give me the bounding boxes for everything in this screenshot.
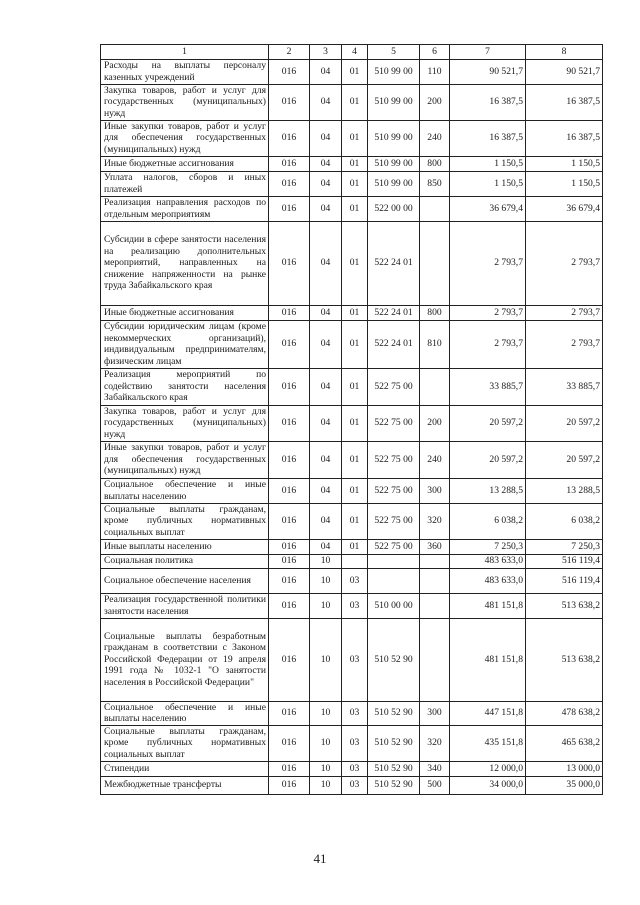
table-row — [101, 478, 603, 503]
amount-cell: 16 387,5 — [450, 120, 526, 156]
section-code-cell: 04 — [310, 120, 342, 156]
subsection-code-cell: 01 — [342, 196, 368, 221]
ministry-code-cell: 016 — [269, 776, 310, 794]
column-header: 2 — [269, 45, 310, 60]
ministry-code-cell: 016 — [269, 441, 310, 478]
ministry-code-cell: 016 — [269, 405, 310, 441]
amount-cell: 36 679,4 — [450, 196, 526, 221]
expense-type-cell — [420, 568, 450, 593]
ministry-code-cell: 016 — [269, 568, 310, 593]
ministry-code-cell: 016 — [269, 221, 310, 305]
table-row — [101, 441, 603, 478]
column-header: 1 — [101, 45, 269, 60]
expense-type-cell: 800 — [420, 305, 450, 320]
ministry-code-cell: 016 — [269, 120, 310, 156]
target-article-cell: 510 99 00 — [368, 120, 420, 156]
section-code-cell: 10 — [310, 761, 342, 776]
subsection-code-cell: 01 — [342, 120, 368, 156]
column-header: 8 — [526, 45, 603, 60]
section-code-cell: 04 — [310, 84, 342, 120]
subsection-code-cell: 01 — [342, 156, 368, 171]
subsection-code-cell: 01 — [342, 368, 368, 405]
row-name-cell: Реализация государственной политики занятости населения — [101, 593, 269, 618]
amount-cell: 13 000,0 — [526, 761, 603, 776]
subsection-code-cell: 01 — [342, 478, 368, 503]
amount-cell: 2 793,7 — [526, 305, 603, 320]
table-row — [101, 320, 603, 368]
target-article-cell: 510 99 00 — [368, 59, 420, 84]
amount-cell: 20 597,2 — [450, 405, 526, 441]
target-article-cell: 522 24 01 — [368, 221, 420, 305]
amount-cell: 2 793,7 — [450, 320, 526, 368]
amount-cell: 447 151,8 — [450, 701, 526, 725]
ministry-code-cell: 016 — [269, 539, 310, 554]
expense-type-cell: 240 — [420, 441, 450, 478]
row-name-cell: Иные закупки товаров, работ и услуг для обеспечения государственных (муниципальных) нужд — [101, 120, 269, 156]
expense-type-cell: 360 — [420, 539, 450, 554]
target-article-cell: 522 24 01 — [368, 305, 420, 320]
table-row — [101, 196, 603, 221]
target-article-cell — [368, 568, 420, 593]
section-code-cell: 04 — [310, 478, 342, 503]
row-name-cell: Социальное обеспечение населения — [101, 568, 269, 593]
target-article-cell: 522 75 00 — [368, 478, 420, 503]
subsection-code-cell: 01 — [342, 221, 368, 305]
target-article-cell: 522 75 00 — [368, 405, 420, 441]
column-header: 7 — [450, 45, 526, 60]
row-name-cell: Уплата налогов, сборов и иных платежей — [101, 171, 269, 196]
table-row — [101, 618, 603, 701]
section-code-cell: 04 — [310, 503, 342, 539]
column-header: 4 — [342, 45, 368, 60]
row-name-cell: Реализация направления расходов по отдельным мероприятиям — [101, 196, 269, 221]
table-row — [101, 221, 603, 305]
amount-cell: 16 387,5 — [526, 84, 603, 120]
section-code-cell: 04 — [310, 539, 342, 554]
ministry-code-cell: 016 — [269, 368, 310, 405]
amount-cell: 516 119,4 — [526, 568, 603, 593]
ministry-code-cell: 016 — [269, 59, 310, 84]
table-body — [101, 59, 603, 794]
target-article-cell: 510 52 90 — [368, 761, 420, 776]
subsection-code-cell: 01 — [342, 405, 368, 441]
row-name-cell: Расходы на выплаты персоналу казенных учреждений — [101, 59, 269, 84]
budget-table — [100, 44, 603, 795]
amount-cell: 16 387,5 — [526, 120, 603, 156]
amount-cell: 7 250,3 — [526, 539, 603, 554]
subsection-code-cell: 03 — [342, 725, 368, 761]
row-name-cell: Закупка товаров, работ и услуг для государственных (муниципальных) нужд — [101, 405, 269, 441]
target-article-cell: 522 75 00 — [368, 503, 420, 539]
subsection-code-cell: 03 — [342, 568, 368, 593]
section-code-cell: 10 — [310, 701, 342, 725]
amount-cell: 34 000,0 — [450, 776, 526, 794]
target-article-cell: 522 75 00 — [368, 441, 420, 478]
section-code-cell: 04 — [310, 171, 342, 196]
target-article-cell: 510 99 00 — [368, 156, 420, 171]
row-name-cell: Субсидии юридическим лицам (кроме некоммерческих организаций), индивидуальным предпринимателям, физическим лицам — [101, 320, 269, 368]
amount-cell: 481 151,8 — [450, 593, 526, 618]
expense-type-cell — [420, 554, 450, 568]
amount-cell: 33 885,7 — [450, 368, 526, 405]
table-row — [101, 59, 603, 84]
subsection-code-cell: 01 — [342, 441, 368, 478]
row-name-cell: Стипендии — [101, 761, 269, 776]
target-article-cell: 522 24 01 — [368, 320, 420, 368]
expense-type-cell — [420, 221, 450, 305]
amount-cell: 1 150,5 — [450, 171, 526, 196]
section-code-cell: 10 — [310, 554, 342, 568]
section-code-cell: 04 — [310, 59, 342, 84]
row-name-cell: Межбюджетные трансферты — [101, 776, 269, 794]
row-name-cell: Иные закупки товаров, работ и услуг для обеспечения государственных (муниципальных) нужд — [101, 441, 269, 478]
subsection-code-cell — [342, 554, 368, 568]
section-code-cell: 04 — [310, 305, 342, 320]
subsection-code-cell: 01 — [342, 503, 368, 539]
ministry-code-cell: 016 — [269, 320, 310, 368]
target-article-cell: 510 52 90 — [368, 776, 420, 794]
amount-cell: 90 521,7 — [450, 59, 526, 84]
expense-type-cell: 320 — [420, 725, 450, 761]
table-row — [101, 701, 603, 725]
ministry-code-cell: 016 — [269, 761, 310, 776]
ministry-code-cell: 016 — [269, 305, 310, 320]
amount-cell: 33 885,7 — [526, 368, 603, 405]
expense-type-cell: 200 — [420, 84, 450, 120]
table-header-row — [101, 45, 603, 60]
section-code-cell: 04 — [310, 405, 342, 441]
amount-cell: 13 288,5 — [526, 478, 603, 503]
ministry-code-cell: 016 — [269, 156, 310, 171]
section-code-cell: 10 — [310, 568, 342, 593]
amount-cell: 20 597,2 — [526, 441, 603, 478]
row-name-cell: Социальные выплаты гражданам, кроме публичных нормативных социальных выплат — [101, 725, 269, 761]
target-article-cell: 522 75 00 — [368, 539, 420, 554]
row-name-cell: Субсидии в сфере занятости населения на реализацию дополнительных мероприятий, направленных на снижение напряженности на рынке труда Забайкальского края — [101, 221, 269, 305]
table-row — [101, 368, 603, 405]
expense-type-cell: 850 — [420, 171, 450, 196]
expense-type-cell: 500 — [420, 776, 450, 794]
amount-cell: 516 119,4 — [526, 554, 603, 568]
expense-type-cell: 300 — [420, 701, 450, 725]
ministry-code-cell: 016 — [269, 554, 310, 568]
amount-cell: 483 633,0 — [450, 554, 526, 568]
section-code-cell: 04 — [310, 156, 342, 171]
section-code-cell: 10 — [310, 776, 342, 794]
table-row — [101, 171, 603, 196]
column-header: 3 — [310, 45, 342, 60]
subsection-code-cell: 01 — [342, 84, 368, 120]
amount-cell: 1 150,5 — [526, 156, 603, 171]
ministry-code-cell: 016 — [269, 593, 310, 618]
amount-cell: 20 597,2 — [450, 441, 526, 478]
table-row — [101, 568, 603, 593]
expense-type-cell: 340 — [420, 761, 450, 776]
table-row — [101, 593, 603, 618]
column-header: 5 — [368, 45, 420, 60]
amount-cell: 2 793,7 — [526, 320, 603, 368]
amount-cell: 12 000,0 — [450, 761, 526, 776]
expense-type-cell: 200 — [420, 405, 450, 441]
section-code-cell: 04 — [310, 441, 342, 478]
subsection-code-cell: 03 — [342, 593, 368, 618]
ministry-code-cell: 016 — [269, 618, 310, 701]
amount-cell: 6 038,2 — [450, 503, 526, 539]
subsection-code-cell: 03 — [342, 618, 368, 701]
expense-type-cell — [420, 618, 450, 701]
target-article-cell: 510 99 00 — [368, 84, 420, 120]
row-name-cell: Реализация мероприятий по содействию занятости населения Забайкальского края — [101, 368, 269, 405]
row-name-cell: Иные бюджетные ассигнования — [101, 156, 269, 171]
ministry-code-cell: 016 — [269, 478, 310, 503]
section-code-cell: 10 — [310, 593, 342, 618]
amount-cell: 478 638,2 — [526, 701, 603, 725]
amount-cell: 1 150,5 — [526, 171, 603, 196]
ministry-code-cell: 016 — [269, 701, 310, 725]
expense-type-cell: 320 — [420, 503, 450, 539]
amount-cell: 513 638,2 — [526, 593, 603, 618]
table-row — [101, 305, 603, 320]
subsection-code-cell: 03 — [342, 761, 368, 776]
row-name-cell: Социальное обеспечение и иные выплаты населению — [101, 701, 269, 725]
row-name-cell: Иные бюджетные ассигнования — [101, 305, 269, 320]
column-header: 6 — [420, 45, 450, 60]
amount-cell: 483 633,0 — [450, 568, 526, 593]
target-article-cell — [368, 554, 420, 568]
amount-cell: 513 638,2 — [526, 618, 603, 701]
subsection-code-cell: 01 — [342, 59, 368, 84]
amount-cell: 481 151,8 — [450, 618, 526, 701]
expense-type-cell: 300 — [420, 478, 450, 503]
amount-cell: 35 000,0 — [526, 776, 603, 794]
table-row — [101, 120, 603, 156]
section-code-cell: 04 — [310, 196, 342, 221]
subsection-code-cell: 01 — [342, 171, 368, 196]
subsection-code-cell: 03 — [342, 776, 368, 794]
table-row — [101, 725, 603, 761]
subsection-code-cell: 03 — [342, 701, 368, 725]
expense-type-cell: 800 — [420, 156, 450, 171]
amount-cell: 6 038,2 — [526, 503, 603, 539]
amount-cell: 465 638,2 — [526, 725, 603, 761]
table-row — [101, 539, 603, 554]
subsection-code-cell: 01 — [342, 539, 368, 554]
amount-cell: 90 521,7 — [526, 59, 603, 84]
amount-cell: 1 150,5 — [450, 156, 526, 171]
expense-type-cell: 810 — [420, 320, 450, 368]
table-row — [101, 761, 603, 776]
row-name-cell: Иные выплаты населению — [101, 539, 269, 554]
subsection-code-cell: 01 — [342, 305, 368, 320]
target-article-cell: 510 52 90 — [368, 701, 420, 725]
amount-cell: 16 387,5 — [450, 84, 526, 120]
amount-cell: 2 793,7 — [450, 305, 526, 320]
section-code-cell: 04 — [310, 221, 342, 305]
ministry-code-cell: 016 — [269, 725, 310, 761]
target-article-cell: 510 99 00 — [368, 171, 420, 196]
subsection-code-cell: 01 — [342, 320, 368, 368]
amount-cell: 7 250,3 — [450, 539, 526, 554]
target-article-cell: 522 75 00 — [368, 368, 420, 405]
row-name-cell: Социальное обеспечение и иные выплаты населению — [101, 478, 269, 503]
ministry-code-cell: 016 — [269, 171, 310, 196]
row-name-cell: Закупка товаров, работ и услуг для государственных (муниципальных) нужд — [101, 84, 269, 120]
table-row — [101, 776, 603, 794]
expense-type-cell: 240 — [420, 120, 450, 156]
target-article-cell: 510 52 90 — [368, 618, 420, 701]
section-code-cell: 10 — [310, 618, 342, 701]
section-code-cell: 10 — [310, 725, 342, 761]
amount-cell: 2 793,7 — [450, 221, 526, 305]
row-name-cell: Социальные выплаты гражданам, кроме публичных нормативных социальных выплат — [101, 503, 269, 539]
table-row — [101, 503, 603, 539]
table-row — [101, 554, 603, 568]
table-row — [101, 156, 603, 171]
expense-type-cell — [420, 196, 450, 221]
amount-cell: 435 151,8 — [450, 725, 526, 761]
table-row — [101, 405, 603, 441]
page-number: 41 — [313, 851, 327, 866]
ministry-code-cell: 016 — [269, 196, 310, 221]
row-name-cell: Социальные выплаты безработным гражданам в соответствии с Законом Российской Федерации от 19 апреля 1991 года № 1032-1 "О занятости населения в Российской Федерации" — [101, 618, 269, 701]
target-article-cell: 510 00 00 — [368, 593, 420, 618]
amount-cell: 13 288,5 — [450, 478, 526, 503]
ministry-code-cell: 016 — [269, 503, 310, 539]
row-name-cell: Социальная политика — [101, 554, 269, 568]
amount-cell: 36 679,4 — [526, 196, 603, 221]
section-code-cell: 04 — [310, 368, 342, 405]
target-article-cell: 510 52 90 — [368, 725, 420, 761]
target-article-cell: 522 00 00 — [368, 196, 420, 221]
table-row — [101, 84, 603, 120]
amount-cell: 20 597,2 — [526, 405, 603, 441]
expense-type-cell: 110 — [420, 59, 450, 84]
section-code-cell: 04 — [310, 320, 342, 368]
expense-type-cell — [420, 368, 450, 405]
ministry-code-cell: 016 — [269, 84, 310, 120]
expense-type-cell — [420, 593, 450, 618]
amount-cell: 2 793,7 — [526, 221, 603, 305]
